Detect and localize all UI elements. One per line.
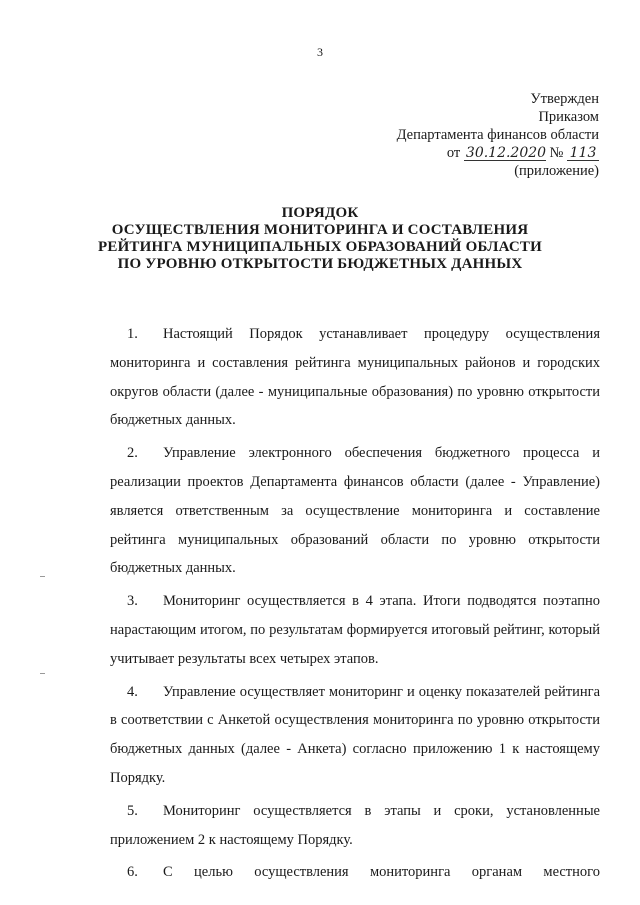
paragraph-text: Мониторинг осуществляется в 4 этапа. Итоги подводятся поэтапно нарастающим итогом, по результатам формируется итоговый рейтинг, который учитывает результаты всех четырех этапов. [110,593,600,667]
paragraph-text: С целью осуществления мониторинга органам местного [163,864,600,881]
paragraph-number: 6. [127,864,138,881]
paragraph-4 [110,678,600,793]
paragraph-text: Управление осуществляет мониторинг и оценку показателей рейтинга в соответствии с Анкетой осуществления мониторинга по уровню открытости бюджетных данных (далее - Анкета) согласно приложению 1 к настоящему Порядку. [110,683,600,786]
paragraph-3 [110,587,600,673]
paragraph-6 [110,858,600,887]
paragraph-number: 2. [127,445,138,462]
approval-line-approved: Утвержден [530,91,599,107]
approval-date-row [397,144,599,162]
paragraph-number: 5. [127,802,138,819]
paragraph-number: 3. [127,593,138,610]
paragraph-number: 4. [127,683,138,700]
handwritten-date: 30.12.2020 [465,145,547,161]
paragraph-number: 1. [127,326,138,342]
paragraph-2 [110,439,600,583]
from-label: от [446,145,461,161]
paragraph-text: Настоящий Порядок устанавливает процедуру осуществления мониторинга и составления рейтинга муниципальных районов и городских округов области (далее - муниципальные образования) по уровню открытости бюджетных данных. [110,326,600,429]
paragraph-text: Управление электронного обеспечения бюджетного процесса и реализации проектов Департамента финансов области (далее - Управление) является ответственным за осуществление мониторинга и составление рейтинга муниципальных образований области по уровню открытости бюджетных данных. [110,445,600,577]
approval-line-appendix: (приложение) [514,163,599,179]
title-line-4: ПО УРОВНЮ ОТКРЫТОСТИ БЮДЖЕТНЫХ ДАННЫХ [117,256,523,272]
paragraph-text: Мониторинг осуществляется в этапы и сроки, установленные приложением 2 к настоящему Порядку. [110,802,600,848]
approval-block [397,90,599,180]
approval-line-department: Департамента финансов области [396,127,599,143]
document-title [0,205,640,273]
title-line-3: РЕЙТИНГА МУНИЦИПАЛЬНЫХ ОБРАЗОВАНИЙ ОБЛАСТИ [98,239,542,255]
handwritten-number: 113 [567,146,599,161]
paragraph-1 [110,320,600,435]
paragraph-5 [110,797,600,855]
page-number: 3 [317,45,323,59]
title-line-2: ОСУЩЕСТВЛЕНИЯ МОНИТОРИНГА И СОСТАВЛЕНИЯ [111,222,529,238]
number-label: № [549,145,564,161]
approval-line-order: Приказом [538,109,599,125]
scan-margin-mark [40,673,45,674]
scan-margin-mark [40,576,45,577]
document-body [110,320,600,891]
title-line-1: ПОРЯДОК [281,205,359,221]
